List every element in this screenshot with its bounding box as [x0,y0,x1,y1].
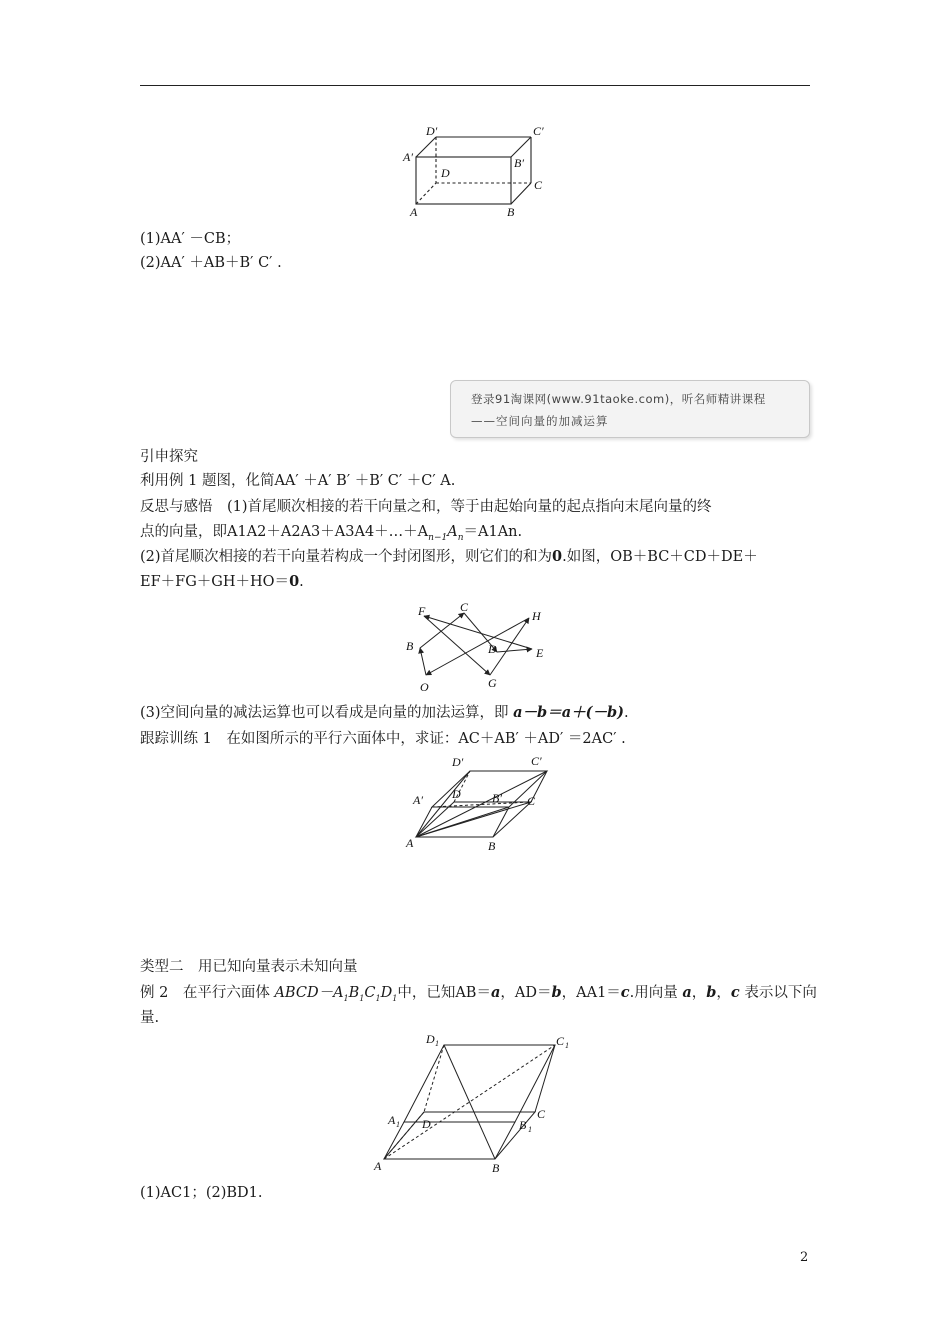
label-d: D [452,787,461,801]
label-a: A [374,1159,382,1173]
label-o: O [420,680,429,694]
ex2-name: $ABCD-A_1B_1C_1D_1$ [274,985,398,1003]
training-1: 跟踪训练 1 在如图所示的平行六面体中，求证：AC＋AB′ ＋AD′ ＝2AC′ . [140,731,626,747]
header-rule [140,85,810,86]
ex2-tail: .用向量 [629,985,683,1001]
label-a1: A [388,1113,396,1127]
label-b1-sub: 1 [528,1125,532,1134]
question-1: (1)AA′ －CB； [140,231,241,247]
label-f: F [418,604,426,618]
label-c: C [534,178,543,192]
ex2-b: b [551,984,562,1001]
reflect-line-1: 反思与感悟 (1)首尾顺次相接的若干向量之和，等于由起始向量的起点指向末尾向量的终 [140,499,712,515]
label-d: D [422,1117,431,1131]
reflect-line-2 [140,521,810,549]
figure-closed-vectors [402,600,562,695]
reflect-5-end: . [623,705,629,721]
ex2-a: a [490,984,501,1001]
label-a: A [406,836,414,850]
label-a: A [410,205,418,219]
reflect-4-text: EF＋FG＋GH＋HO＝ [140,574,290,590]
page-number: 2 [800,1250,809,1265]
reflect-2-sub2: n [457,532,464,543]
reflect-2-mid: A [447,524,458,540]
label-b-prime: B′ [514,156,524,170]
reflect-4-end: . [299,574,304,590]
label-b: B [507,205,515,219]
label-d-prime: D′ [426,124,438,138]
label-a-prime: A′ [413,793,423,807]
label-c: C [527,794,536,808]
label-b1: B [519,1118,527,1132]
course-banner[interactable] [450,380,810,438]
label-c: C [537,1107,546,1121]
label-b: B [488,839,496,853]
label-d-prime: D′ [452,755,464,769]
ex2-aa1: ，AA1＝ [561,985,621,1001]
reflect-line-3 [140,546,810,568]
label-c-prime: C′ [533,124,544,138]
figure-parallelepiped-1 [400,755,560,855]
label-c1: C [556,1034,565,1048]
section-type-2: 类型二 用已知向量表示未知向量 [140,959,358,975]
question-2: (2)AA′ ＋AB＋B′ C′ . [140,255,282,271]
label-e: E [536,646,544,660]
reflect-2-text: 点的向量，即A1A2＋A2A3＋A3A4＋…＋A [140,524,429,540]
ex2-pre: 例 2 在平行六面体 [140,985,275,1001]
label-d1: D [426,1032,435,1046]
label-b: B [406,639,414,653]
reflect-line-5 [140,702,810,724]
ex2-tail2: 表示以下向 [744,985,817,1001]
reflect-4-zero: 0 [289,573,300,590]
ex2-c: c [620,984,630,1001]
ex2-ad: ，AD＝ [500,985,552,1001]
reflect-5-math: a－b＝a＋(－b) [513,704,624,721]
question-3: (1)AC1；(2)BD1. [140,1185,263,1201]
reflect-3-text: (2)首尾顺次相接的若干向量若构成一个封闭图形，则它们的和为 [140,549,553,565]
banner-line-1: 登录91淘课网(www.91taoke.com)，听名师精讲课程 [471,392,766,406]
label-b: B [492,1161,500,1175]
label-d: D [441,166,450,180]
reflect-line-4 [140,571,810,593]
figure-box-abcd [400,125,560,220]
reflect-3-end: .如图，OB＋BC＋CD＋DE＋ [562,549,758,565]
label-b-prime: B′ [492,791,502,805]
label-g: G [488,676,497,690]
reflect-2-sub1: n−1 [428,532,448,543]
reflect-3-zero: 0 [552,548,563,565]
label-c: C [460,600,469,614]
label-d1-sub: 1 [435,1039,439,1048]
label-a1-sub: 1 [396,1120,400,1129]
label-a-prime: A′ [403,150,413,164]
section-explore-title: 引申探究 [140,449,198,465]
label-c1-sub: 1 [565,1041,569,1050]
label-d: D [488,642,497,656]
example-2-line-1: 例 2 在平行六面体 $ABCD-A_1B_1C_1D_1$中，已知AB＝a，AD＝b，AA1＝c.用向量 a，b，c 表示以下向 [140,984,817,1003]
banner-line-2: ——空间向量的加减运算 [471,414,609,428]
figure-parallelepiped-2 [370,1032,585,1177]
label-c-prime: C′ [531,754,542,768]
explore-text: 利用例 1 题图，化简AA′ ＋A′ B′ ＋B′ C′ ＋C′ A. [140,473,456,489]
reflect-5-text: (3)空间向量的减法运算也可以看成是向量的加法运算，即 [140,705,514,721]
ex2-name-text: ABCD－A [274,985,344,1001]
label-h: H [532,609,541,623]
example-2-line-2: 量. [140,1010,160,1026]
ex2-mid: 中，已知AB＝ [397,985,491,1001]
reflect-2-end: ＝A1An. [463,524,523,540]
